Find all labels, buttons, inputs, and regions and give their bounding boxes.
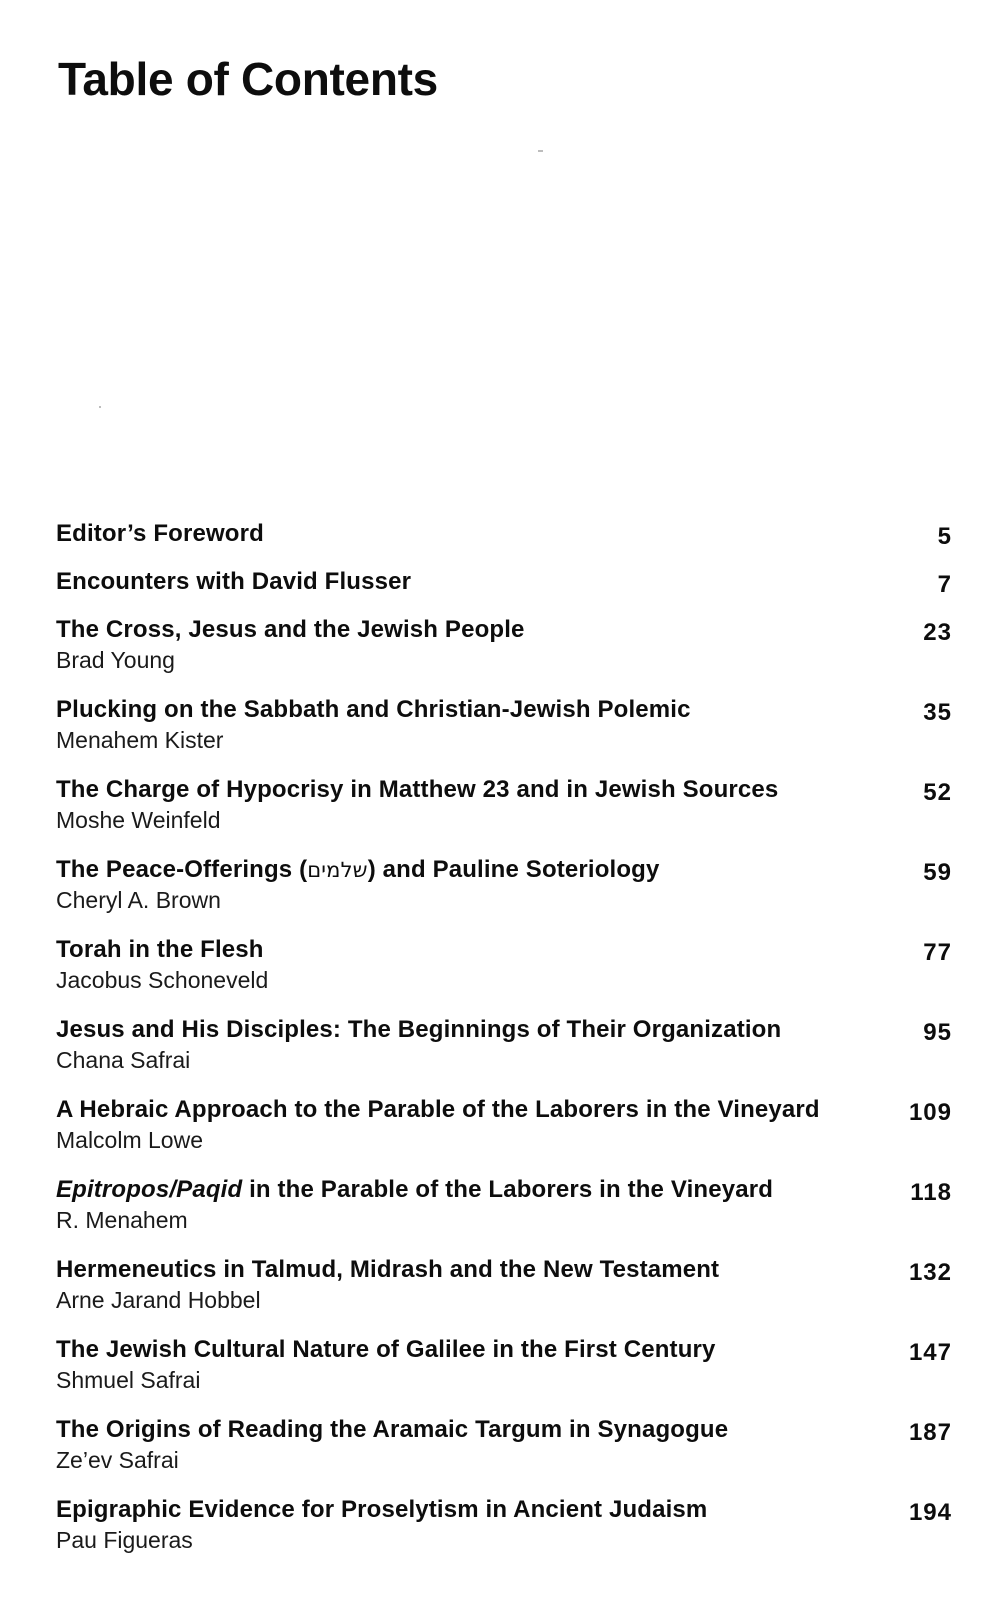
entry-author: Menahem Kister [56, 727, 224, 753]
page-title: Table of Contents [58, 53, 438, 105]
entry-page-number: 187 [908, 1419, 952, 1446]
entry-author: Brad Young [56, 647, 175, 673]
entry-page-number: 77 [923, 939, 952, 966]
entry-author: Cheryl A. Brown [56, 887, 221, 913]
toc-entry [52, 1336, 952, 1416]
entry-title: Epigraphic Evidence for Proselytism in Ancient Judaism [56, 1496, 708, 1523]
entry-author: Pau Figueras [56, 1527, 193, 1553]
entry-author: Malcolm Lowe [56, 1127, 203, 1153]
entry-title: The Charge of Hypocrisy in Matthew 23 and in Jewish Sources [56, 776, 779, 803]
toc-entry [52, 1096, 952, 1176]
toc-entry [52, 616, 952, 696]
entry-page-number: 23 [923, 619, 952, 646]
entry-author: Moshe Weinfeld [56, 807, 221, 833]
entry-page-number: 118 [910, 1179, 952, 1206]
entry-title: Jesus and His Disciples: The Beginnings of Their Organization [56, 1016, 782, 1043]
entry-page-number: 59 [923, 859, 952, 886]
entry-author: Shmuel Safrai [56, 1367, 201, 1393]
print-speck [99, 406, 101, 408]
toc-entry [52, 1416, 952, 1496]
print-speck [538, 150, 543, 152]
entry-title: Plucking on the Sabbath and Christian-Jewish Polemic [56, 696, 691, 723]
toc-entry [52, 1256, 952, 1336]
entry-page-number: 132 [908, 1259, 952, 1286]
entry-title: Encounters with David Flusser [56, 568, 412, 595]
entry-title-part: in the Parable of the Laborers in the Vineyard [242, 1176, 774, 1203]
entry-title: A Hebraic Approach to the Parable of the Laborers in the Vineyard [56, 1096, 820, 1123]
entry-author: Ze’ev Safrai [56, 1447, 179, 1473]
entry-title-hebrew: שלמים [307, 858, 368, 882]
entry-title: The Jewish Cultural Nature of Galilee in the First Century [56, 1336, 716, 1363]
entry-page-number: 194 [908, 1499, 952, 1526]
entry-title: Hermeneutics in Talmud, Midrash and the New Testament [56, 1256, 720, 1283]
toc-entry [52, 520, 952, 568]
entry-page-number: 7 [937, 571, 952, 598]
entry-page-number: 147 [908, 1339, 952, 1366]
table-of-contents [52, 520, 952, 1576]
toc-entry [52, 1496, 952, 1576]
entry-title: The Origins of Reading the Aramaic Targum in Synagogue [56, 1416, 729, 1443]
entry-title: Torah in the Flesh [56, 936, 264, 963]
toc-entry [52, 1176, 952, 1256]
entry-title: Editor’s Foreword [56, 520, 264, 547]
entry-title-part: ) and Pauline Soteriology [367, 856, 660, 883]
entry-page-number: 52 [923, 779, 952, 806]
entry-page-number: 5 [937, 523, 952, 550]
toc-entry [52, 568, 952, 616]
entry-author: Jacobus Schoneveld [56, 967, 269, 993]
toc-entry [52, 856, 952, 936]
toc-entry [52, 776, 952, 856]
entry-page-number: 35 [923, 699, 952, 726]
entry-author: Chana Safrai [56, 1047, 191, 1073]
entry-title [56, 856, 659, 884]
entry-title [56, 1176, 773, 1204]
toc-entry [52, 936, 952, 1016]
entry-title-italic: Epitropos/Paqid [56, 1176, 243, 1203]
entry-title: The Cross, Jesus and the Jewish People [56, 616, 525, 643]
entry-author: Arne Jarand Hobbel [56, 1287, 261, 1313]
entry-author: R. Menahem [56, 1207, 188, 1233]
toc-entry [52, 1016, 952, 1096]
entry-title-part: The Peace-Offerings ( [56, 856, 308, 883]
entry-page-number: 109 [908, 1099, 952, 1126]
toc-entry [52, 696, 952, 776]
entry-page-number: 95 [923, 1019, 952, 1046]
